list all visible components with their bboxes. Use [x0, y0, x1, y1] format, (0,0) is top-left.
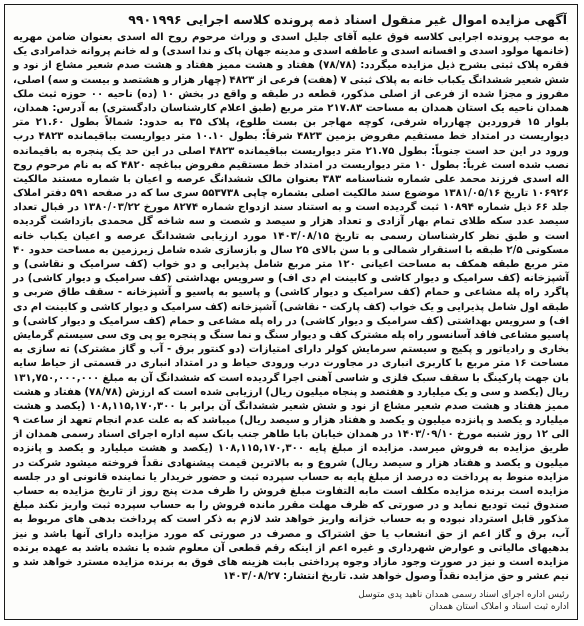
notice-footer-line: اداره ثبت اسناد و املاک استان همدان [429, 602, 569, 612]
notice-title: آگهی مزایده اموال غیر منقول اسناد ذمه پرونده کلاسه اجرایی ۹۹۰۱۹۹۶ [128, 12, 567, 27]
notice-body [13, 31, 569, 584]
notice-frame [4, 4, 578, 620]
notice-body-text: به موجب پرونده اجرایی کلاسه فوق علیه آقای جلیل اسدی و وراث مرحوم روح اله اسدی بعنوان ضامن مهریه (خانمها مولود اسدی و افسانه اسدی و عاطفه اسدی و مدینه جهان پاک و ندا اسدی) و له خانم پروانه خدامرادی یک فقره پلاک ثبتی بشرح ذیل مزایده میگردد: (۷۸/۷۸) هفتاد و هشت مميز هفتاد و هشت صدم شعیر مشاع از نود و شش شعیر ششدانگ یکباب خانه به پلاک ثبتی ۷ (هفت) فرعی از ۴۸۲۳ (چهار هزار و هشتصد و بیست و سه) اصلی، مفروز و مجزا شده از فرعی از اصلی مذکور، قطعه در طبقه و واقع در بخش ۱۰ (ده) ناحیه ۰۰ حوزه ثبت ملک همدان ناحیه یک استان همدان به مساحت ۲۱۷.۸۳ متر مربع (طبق اعلام کارشناسان دادگستری) به آدرس: همدان، بلوار ۱۵ فروردین چهارراه شرفی، کوچه مهاجر بن بست طلوع، پلاک ۳۵ به حدود: شمالاً بطول ۲۱.۶۰ متر دیواریست در امتداد خط مستقیم مفروض بزمین ۴۸۲۳ شرقاً: بطول ۱۰.۱۰ متر دیواریست بباقیمانده ۴۸۲۳ درب ورود در این حد است جنوباً: بطول ۲۱.۷۵ متر دیواریست بباقیمانده ۴۸۲۳ اصلی در این حد یک پنجره به باقیمانده نصب شده است غرباً: بطول ۱۰ متر دیواریست در امتداد خط مستقیم مفروض بباغچه ۴۸۲۰ که به نام مرحوم روح اله اسدی فرزند محمد علی شماره شناسنامه ۳۸۳ بعنوان مالک ششدانگ عرصه و اعیان با شماره مستند مالکیت ۱۰۶۹۲۶ تاریخ ۱۳۸۱/۰۵/۱۶ موضوع سند مالکیت اصلی بشماره چاپی ۵۵۳۷۳۸ سری سا که در صفحه ۵۹۱ دفتر املاک جلد ۶۶ ذیل شماره ۱۰۸۹۴ ثبت گردیده است و به استناد سند ازدواج شماره ۸۲۷۴ مورخ ۱۳۸۰/۰۳/۲۲ در قبال تعداد سیصد عدد سکه طلای تمام بهار آزادی و تعداد هزار و سیصد و شصت و سه شاخه گل محمدی بازداشت گردیده است و طبق نظر کارشناسان رسمی به تاریخ ۱۴۰۳/۰۸/۱۵ مورد ارزیابی ششدانگ عرصه و اعیان یکباب خانه مسکونی ۲/۵ طبقه با استقرار شمالی و با سن بالای ۲۵ سال و بازسازی شده شامل زیرزمین به مساحت حدود ۴۰ متر مربع طبقه همکف به مساحت اعیانی ۱۲۰ متر مربع شامل پذیرایی و دو خواب (کف سرامیک و نقاشی) و آشپزخانه (کف سرامیک و دیوار کاشی و کابینت ام دی اف) و سرویس بهداشتی (کف سرامیک و دیوار کاشی) در پاگرد راه پله مشاعی و حمام (کف سرامیک و دیوار کاشی) و پاسیو به پاسیو و آشپزخانه - سقف طاق ضربی و طبقه اول شامل پذیرایی و یک خواب (کف پارکت - نقاشی) آشپزخانه (کف سرامیک و دیوار کاشی و کابینت ام دی اف) و سرویس بهداشتی (کف سرامیک و دیوار کاشی) در راه پله مشاعی و حمام (کف سرامیک و دیوار کاشی) و پاسیو مشاعی فاقد آسانسور راه پله مشترک کف و دیوار سنگ و نما سنگ و پنجره یو پی وی سی سیستم گرمایش بخاری و رادیاتور و پکیج و سیستم سرمایش کولر دارای امتیازات (دو کنتور برق - آب و گاز مشترک) ته سازی به مساحت ۱۶ متر مربع با کاربری انباری در مجاورت درب ورودی حیاط و در امتداد انباری در قسمتی از حیاط سایه بان جهت پارکینگ با سقف سبک فلزی و شاسی آهنی اجرا گردیده است که ششدانگ آن به مبلغ ۱۳۱,۷۵۰,۰۰۰,۰۰۰ ریال (یکصد و سی و یک میلیارد و هفتصد و پنجاه میلیون ریال) ارزیابی شده است که ارزش (۷۸/۷۸) هفتاد و هشت مميز هفتاد و هشت صدم شعیر مشاع از نود و شش شعیر ششدانگ آن برابر با ۱۰۸,۱۱۵,۱۷۰,۳۰۰ (یکصد و هشت میلیارد و یکصد و پانزده میلیون و یکصد و هفتاد هزار و سیصد ریال) میباشد که به علت عدم انجام تعهد از ساعت ۹ الی ۱۲ روز شنبه مورخ ۱۴۰۳/۰۹/۱۰ در همدان خیابان بابا طاهر جنب بانک سپه اداره اجرای اسناد رسمی همدان از طریق مزایده به فروش میرسد. مزایده از مبلغ پایه ۱۰۸,۱۱۵,۱۷۰,۳۰۰ (یکصد و هشت میلیارد و یکصد و پانزده میلیون و یکصد و هفتاد هزار و سیصد ریال) شروع و به بالاترین قیمت پیشنهادی نقداً فروخته میشود شرکت در مزایده منوط به پرداخت ده درصد از مبلغ پایه به حساب سپرده ثبت و حضور خریدار یا نماینده قانونی او در جلسه مزایده است برنده مزایده مکلف است مابه التفاوت مبلغ فروش را ظرف مدت پنج روز از تاریخ مزایده به حساب صندوق ثبت تودیع نماید و در صورتی که ظرف مهلت مقرر مانده فروش را به حساب سپرده ثبت واریز نکند مبلغ مذکور قابل استرداد نبوده و به حساب خزانه واریز خواهد شد لازم به ذکر است که پرداخت بدهی های مربوط به آب، برق و گاز اعم از حق انشعاب یا حق اشتراک و مصرف در صورتی که مورد مزایده دارای آنها باشد و نیز بدهیهای مالیاتی و عوارض شهرداری و غیره اعم از اینکه رقم قطعی آن معلوم شده یا نشده باشد به عهده برنده مزایده است و نیز در صورت وجود مازاد وجوه پرداختی بابت هزینه های فوق به برنده مزایده مسترد خواهد شد و نیم عشر و حق مزایده نقداً وصول خواهد شد. تاریخ انتشار: ۱۴۰۳/۰۸/۲۷ [13, 32, 570, 583]
notice-signature: رئیس اداره اجرای اسناد رسمی همدان ناهید پدی متوسل [358, 590, 569, 600]
notice-signature-block [289, 589, 569, 613]
